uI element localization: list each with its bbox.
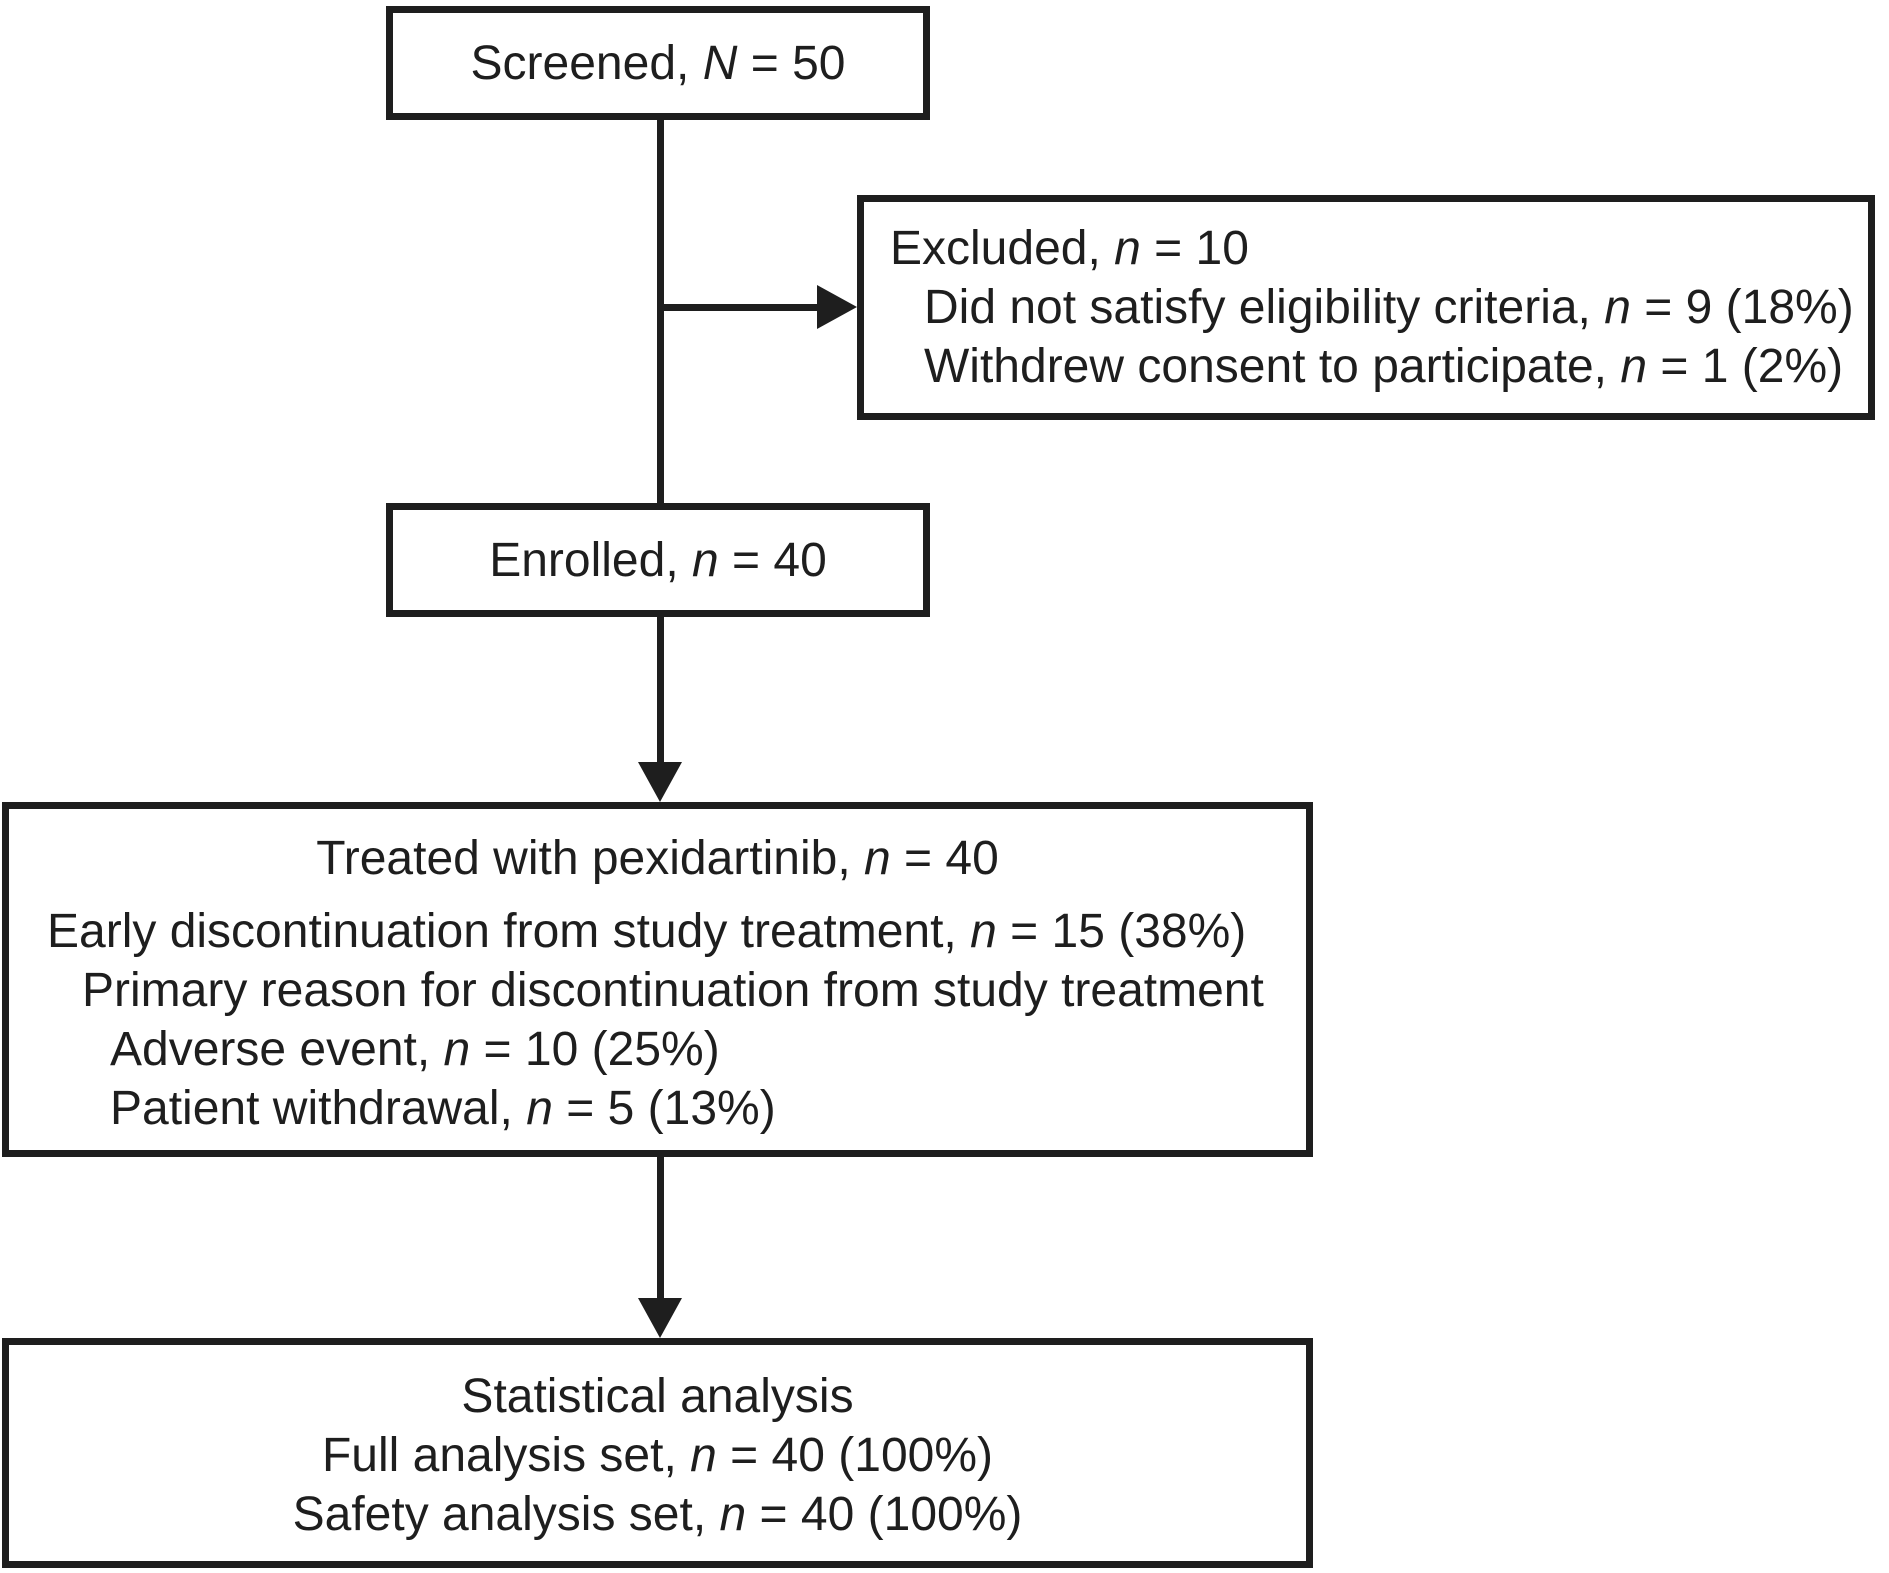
safety-analysis-set-label: Safety analysis set, n = 40 (100%) [292,1488,1023,1541]
excluded-box [857,195,1875,420]
excluded-reason-eligibility: Did not satisfy eligibility criteria, n = 9 (18%) [924,281,1854,334]
early-discontinuation-label: Early discontinuation from study treatment, n = 15 (38%) [47,905,1247,958]
arrow-right-icon [817,285,857,329]
connector-treated-to-statistical [657,1157,664,1303]
primary-reason-label: Primary reason for discontinuation from study treatment [82,964,1264,1017]
reason-patient-withdrawal: Patient withdrawal, n = 5 (13%) [110,1082,776,1135]
statistical-analysis-box [2,1338,1313,1568]
connector-screened-to-enrolled [657,120,664,503]
excluded-reason-withdrew-consent: Withdrew consent to participate, n = 1 (2%) [924,340,1844,393]
screened-label: Screened, N = 50 [470,36,846,90]
reason-adverse-event: Adverse event, n = 10 (25%) [110,1023,720,1076]
screened-box [386,6,930,120]
full-analysis-set-label: Full analysis set, n = 40 (100%) [321,1429,993,1482]
enrolled-box [386,503,930,617]
connector-to-excluded [657,304,823,311]
enrolled-label: Enrolled, n = 40 [489,533,827,587]
treated-box [2,802,1313,1157]
excluded-label: Excluded, n = 10 [890,222,1249,275]
arrow-down-icon [638,762,682,802]
statistical-analysis-label: Statistical analysis [461,1370,854,1423]
arrow-down-icon [638,1298,682,1338]
connector-enrolled-to-treated [657,617,664,767]
treated-label: Treated with pexidartinib, n = 40 [316,832,999,885]
